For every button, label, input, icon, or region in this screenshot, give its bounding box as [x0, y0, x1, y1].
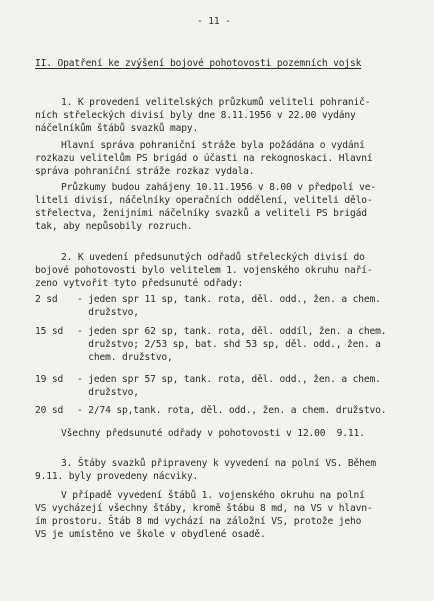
paragraph-line: střelectva, ženijními náčelníky svazků a veliteli PS brigád [35, 208, 367, 219]
division-label: 20 sd [35, 405, 64, 416]
division-detail: - jeden spr 62 sp, tank. rota, děl. oddíl, žen. a chem. [77, 326, 387, 337]
division-detail: - jeden spr 57 sp, tank. rota, děl. odd., žen. a chem. [77, 374, 381, 385]
division-label: 19 sd [35, 374, 64, 385]
paragraph-line: bojové pohotovosti bylo velitelem 1. vojenského okruhu naří- [35, 265, 373, 276]
paragraph-line: Průzkumy budou zahájeny 10.11.1956 v 8.00 v předpolí ve- [61, 182, 377, 193]
paragraph-line: Hlavní správa pohraniční stráže byla požádána o vydání [61, 140, 365, 151]
paragraph-line: V případě vyvedení štábů 1. vojenského okruhu na polní [61, 490, 365, 501]
paragraph-line: náčelníkům štábů svazků mapy. [35, 123, 199, 134]
division-detail: - jeden spr 11 sp, tank. rota, děl. odd., žen. a chem. [77, 294, 381, 305]
division-detail: družstvo, [77, 307, 139, 318]
paragraph-line: rozkazu velitelům PS brigád o účasti na rekognoskaci. Hlavní [35, 153, 373, 164]
page-number: - 11 - [197, 16, 231, 27]
paragraph-line: liteli divisí, náčelníky operačních oddělení, veliteli dělo- [35, 195, 373, 206]
section-heading: II. Opatření ke zvýšení bojové pohotovosti pozemních vojsk [35, 58, 362, 69]
division-label: 15 sd [35, 326, 64, 337]
division-detail: družstvo, [77, 387, 139, 398]
paragraph-line: 1. K provedení velitelských průzkumů veliteli pohranič- [61, 97, 371, 108]
division-detail: družstvo; 2/53 sp, bat. shd 53 sp, děl. odd., žen. a [77, 339, 381, 350]
paragraph-line: 2. K uvedení předsunutých odřadů střeleckých divisí do [61, 252, 365, 263]
paragraph-line: Všechny předsunuté odřady v pohotovosti v 12.00 9.11. [61, 428, 365, 439]
division-detail: - 2/74 sp,tank. rota, děl. odd., žen. a chem. družstvo. [77, 405, 387, 416]
division-detail: chem. družstvo, [77, 352, 173, 363]
division-label: 2 sd [35, 294, 58, 305]
paragraph-line: ím prostoru. Štáb 8 md vychází na záložní VS, protože jeho [35, 516, 362, 527]
paragraph-line: správa pohraniční stráže rozkaz vydala. [35, 166, 255, 177]
paragraph-line: VS je umístěno ve škole v obydlené osadě. [35, 529, 266, 540]
paragraph-line: VS vycházejí všechny štáby, kromě štábu 8 md, na VS v hlavn- [35, 503, 373, 514]
paragraph-line: 3. Štáby svazků připraveny k vyvedení na polní VS. Během [61, 458, 377, 469]
paragraph-line: zeno vytvořit tyto předsunuté odřady: [35, 278, 244, 289]
paragraph-line: 9.11. byly provedeny nácviky. [35, 471, 199, 482]
paragraph-line: ních střeleckých divisí byly dne 8.11.1956 v 22.00 vydány [35, 110, 356, 121]
paragraph-line: tak, aby nepůsobily rozruch. [35, 221, 193, 232]
